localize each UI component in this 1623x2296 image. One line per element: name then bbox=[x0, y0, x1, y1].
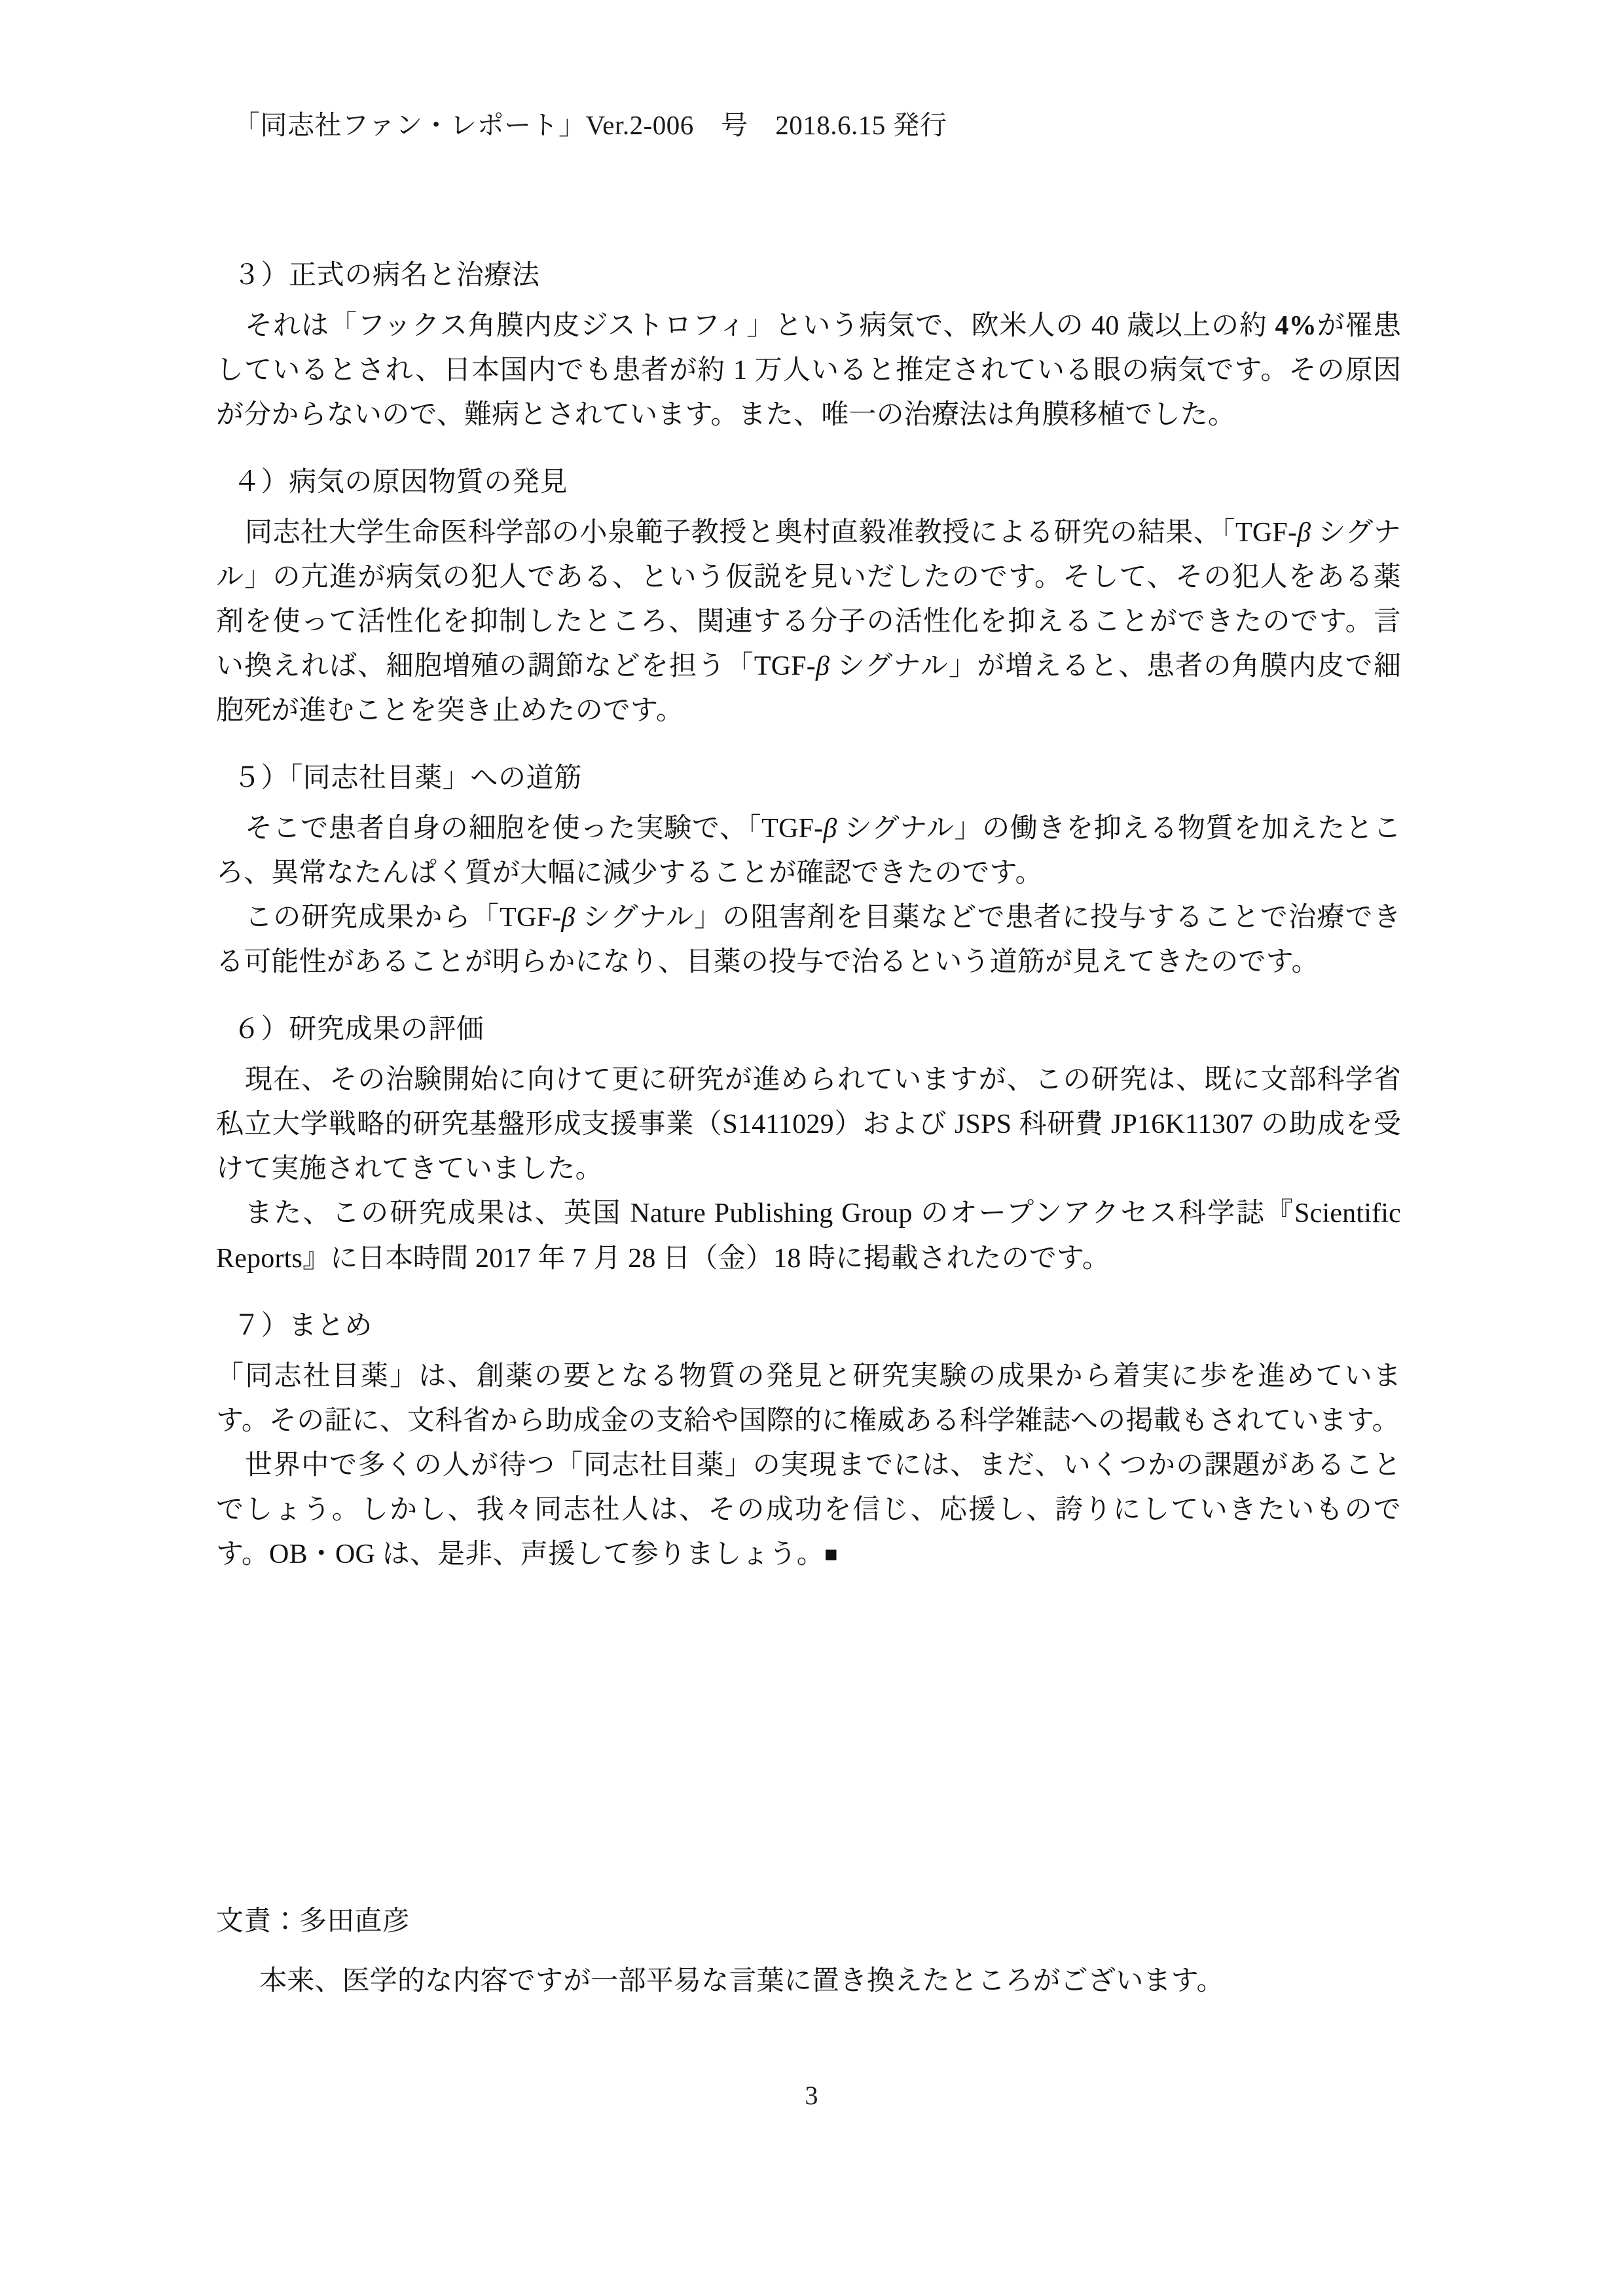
body-text: そこで患者自身の細胞を使った実験で、「 bbox=[245, 814, 762, 844]
body-text: 「同志社目薬」は、創薬の要となる物質の発見と研究実験の成果から着実に歩を進めています。その証に、文科省から助成金の支給や国際的に権威ある科学雑誌への掲載もされています。 bbox=[216, 1361, 1401, 1436]
end-mark: ■ bbox=[824, 1542, 838, 1567]
body-text: 日（金） bbox=[655, 1243, 774, 1274]
latin-text: 40 bbox=[1091, 311, 1120, 341]
body-text: 現在、その治験開始に向けて更に研究が進められていますが、この研究は、既に文部科学省私立大学戦略的研究基盤形成支援事業（ bbox=[216, 1065, 1401, 1140]
section-4-paragraph-1 bbox=[216, 511, 1401, 733]
section-7 bbox=[216, 1312, 1401, 1577]
latin-text: JSPS bbox=[954, 1109, 1012, 1140]
latin-text: 1 bbox=[733, 355, 748, 386]
section-3-paragraph-1 bbox=[216, 304, 1401, 437]
editorial-note: 本来、医学的な内容ですが一部平易な言葉に置き換えたところがございます。 bbox=[259, 1966, 1224, 1996]
body-text: ・ bbox=[307, 1539, 335, 1570]
section-7-paragraph-1 bbox=[216, 1354, 1401, 1443]
section-5-paragraph-1 bbox=[216, 806, 1401, 895]
body-text: が罹患しているとされ、日本国内でも患者が約 bbox=[216, 311, 1401, 386]
latin-text: JP16K11307 bbox=[1110, 1109, 1254, 1140]
body-text: のオープンアクセス科学誌『 bbox=[912, 1198, 1295, 1229]
credit-block bbox=[216, 1901, 1401, 2002]
author-byline: 文責：多田直彦 bbox=[216, 1907, 410, 1937]
body-text: の助成を受けて実施されてきていました。 bbox=[216, 1109, 1401, 1185]
body-text: 歳以上の約 bbox=[1119, 311, 1275, 341]
beta-symbol: β bbox=[561, 903, 575, 933]
body-text: 』に日本時間 bbox=[302, 1243, 475, 1274]
section-7-paragraph-2 bbox=[216, 1443, 1401, 1577]
document-body bbox=[216, 262, 1401, 1608]
page-number: 3 bbox=[805, 2081, 818, 2110]
body-text: 世界中で多くの人が待つ「同志社目薬」の実現までには、まだ、いくつかの課題があることでしょう。しかし、我々同志社人は、その成功を信じ、応援し、誇りにしていきたいものです。 bbox=[216, 1450, 1401, 1570]
body-text: 万人いると推定されている眼の病気です。その原因が分からないので、難病とされています。また、唯一の治療法は角膜移植でした。 bbox=[216, 355, 1401, 431]
body-text: それは「フックス角膜内皮ジストロフィ」という病気で、欧米人の bbox=[245, 311, 1092, 341]
section-6-paragraph-2 bbox=[216, 1191, 1401, 1280]
latin-text: 2017 bbox=[475, 1243, 531, 1274]
latin-text: 7 bbox=[572, 1243, 587, 1274]
latin-text: OG bbox=[335, 1539, 376, 1570]
document-header: 「同志社ファン・レポート」Ver.2-006 号 2018.6.15 発行 bbox=[233, 110, 947, 140]
section-6-paragraph-1 bbox=[216, 1058, 1401, 1191]
body-text: は、是非、声援して参りましょう。 bbox=[375, 1539, 824, 1570]
section-5 bbox=[216, 764, 1401, 984]
beta-symbol: β bbox=[823, 814, 837, 844]
latin-text: S1411029 bbox=[722, 1109, 834, 1140]
latin-text: 28 bbox=[628, 1243, 656, 1274]
body-text: この研究成果から「 bbox=[245, 903, 500, 933]
section-6 bbox=[216, 1016, 1401, 1280]
section-4-heading: ４）病気の原因物質の発見 bbox=[233, 467, 568, 498]
body-text: シグナル」の亢進が病気の犯人である、という仮説を見いだしたのです。そして、その犯人をある薬剤を使って活性化を抑制したところ、関連する分子の活性化を抑えることができたのです。言い換えれば、細胞増殖の調節などを担う「 bbox=[216, 518, 1401, 682]
section-3 bbox=[216, 262, 1401, 437]
body-text: シグナル」の働きを抑える物質を加えたところ、異常なたんぱく質が大幅に減少することが確認できたのです。 bbox=[216, 814, 1401, 889]
latin-text: TGF- bbox=[500, 903, 562, 933]
body-text: 時に掲載されたのです。 bbox=[801, 1243, 1110, 1274]
body-text: また、この研究成果は、英国 bbox=[245, 1198, 630, 1229]
section-7-heading: ７）まとめ bbox=[233, 1310, 373, 1341]
body-text: 同志社大学生命医科学部の小泉範子教授と奥村直毅准教授による研究の結果、「 bbox=[245, 518, 1236, 548]
emphasis-text: 4% bbox=[1275, 311, 1317, 341]
body-text: 月 bbox=[586, 1243, 629, 1274]
beta-symbol: β bbox=[1297, 518, 1311, 548]
latin-text: TGF- bbox=[1235, 518, 1298, 548]
latin-text: TGF- bbox=[761, 814, 824, 844]
latin-text: TGF- bbox=[754, 651, 816, 682]
section-5-paragraph-2 bbox=[216, 895, 1401, 984]
section-4 bbox=[216, 469, 1401, 733]
latin-text: Nature Publishing Group bbox=[630, 1198, 913, 1229]
section-5-heading: ５）「同志社目薬」への道筋 bbox=[233, 763, 582, 794]
body-text: 科研費 bbox=[1012, 1109, 1111, 1140]
latin-text: 18 bbox=[773, 1243, 801, 1274]
section-3-heading: ３）正式の病名と治療法 bbox=[233, 260, 540, 291]
section-6-heading: ６）研究成果の評価 bbox=[233, 1014, 484, 1045]
body-text: ）および bbox=[833, 1109, 955, 1140]
latin-text: Scientific Reports bbox=[216, 1198, 1401, 1274]
latin-text: OB bbox=[269, 1539, 308, 1570]
body-text: シグナル」の阻害剤を目薬などで患者に投与することで治療できる可能性があることが明らかになり、目薬の投与で治るという道筋が見えてきたのです。 bbox=[216, 903, 1401, 978]
beta-symbol: β bbox=[816, 651, 830, 682]
body-text: シグナル」が増えると、患者の角膜内皮で細胞死が進むことを突き止めたのです。 bbox=[216, 651, 1401, 726]
body-text: 年 bbox=[530, 1243, 573, 1274]
